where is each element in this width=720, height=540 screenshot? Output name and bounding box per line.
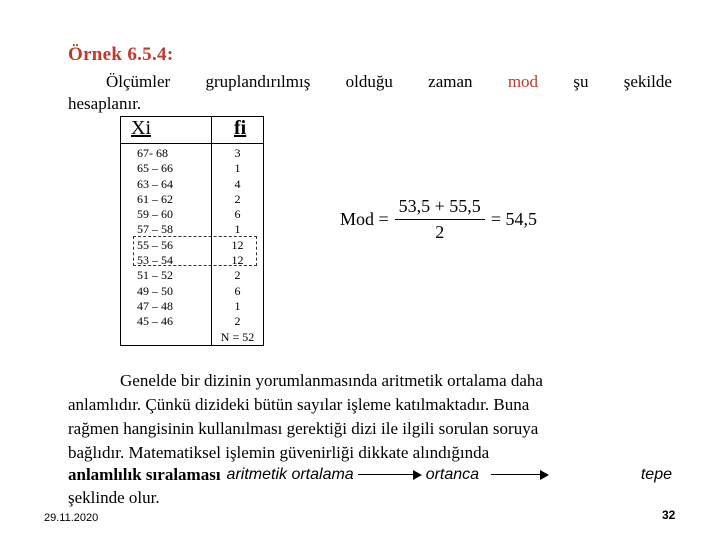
xi-cell: 57 – 58	[137, 222, 173, 237]
xi-cell: 67- 68	[137, 146, 168, 160]
intro-word: Ölçümler	[106, 72, 171, 91]
paragraph-line-1: Genelde bir dizinin yorumlanmasında aritmetik ortalama daha	[120, 371, 543, 390]
fi-cell: 6	[234, 207, 241, 222]
ranking-line	[68, 465, 672, 485]
formula-numerator: 53,5 + 55,5	[395, 196, 485, 220]
page-number: 32	[662, 508, 676, 522]
intro-line-2: hesaplanır.	[68, 94, 142, 113]
ranking-label: anlamlılık sıralaması	[68, 465, 221, 484]
intro-word: olduğu	[345, 72, 393, 91]
fi-cell: 2	[234, 268, 241, 283]
xi-cell: 61 – 62	[137, 191, 173, 206]
fi-cell: 4	[234, 176, 241, 191]
paragraph-line-2: anlamlıdır. Çünkü dizideki bütün sayılar işleme katılmaktadır. Buna	[68, 395, 530, 414]
fi-cell: 2	[234, 314, 241, 329]
xi-cell: 59 – 60	[137, 207, 173, 222]
arrow-icon	[491, 470, 549, 480]
formula-denominator: 2	[435, 222, 445, 242]
ranking-item-median: ortanca	[425, 466, 480, 483]
paragraph-line-4: bağlıdır. Matematiksel işlemin güvenirliği dikkate alındığında	[68, 443, 490, 462]
fi-cell: 1	[234, 161, 241, 176]
xi-cell: 47 – 48	[137, 298, 173, 313]
fi-cell: 3	[234, 146, 241, 160]
intro-word: şekilde	[623, 72, 672, 91]
formula-lhs: Mod =	[340, 209, 389, 229]
fi-cell: 1	[234, 222, 241, 237]
fi-cell: 6	[234, 283, 241, 298]
paragraph-line-6: şeklinde olur.	[68, 488, 160, 507]
xi-cell: 49 – 50	[137, 283, 173, 298]
xi-cell: 51 – 52	[137, 268, 173, 283]
ranking-item-mean: aritmetik ortalama	[226, 466, 354, 483]
modal-class-highlight	[133, 236, 257, 266]
xi-cell: 45 – 46	[137, 314, 173, 329]
intro-line-1	[106, 72, 672, 92]
xi-cell: 53 – 54	[137, 253, 173, 268]
intro-word: şu	[573, 72, 589, 91]
header-xi: Xi	[121, 117, 212, 144]
fi-cell: 12	[231, 237, 244, 252]
formula-result: = 54,5	[490, 209, 537, 229]
fi-cell: 2	[234, 191, 241, 206]
intro-word: zaman	[428, 72, 473, 91]
frequency-table	[120, 116, 264, 346]
xi-cell: 63 – 64	[137, 176, 173, 191]
ranking-item-mode: tepe	[640, 466, 672, 483]
intro-word: gruplandırılmış	[205, 72, 311, 91]
paragraph-line-3: rağmen hangisinin kullanılması gerektiği dizi ile ilgili sorulan soruya	[68, 419, 539, 438]
xi-cell: 65 – 66	[137, 161, 173, 176]
header-fi: fi	[212, 117, 264, 144]
xi-cell: 55 – 56	[137, 237, 173, 252]
fi-cell: 1	[234, 298, 241, 313]
slide-title: Örnek 6.5.4:	[68, 44, 174, 65]
total-count: N = 52	[220, 329, 255, 344]
fi-cell: 12	[231, 253, 244, 268]
intro-word-highlight: mod	[507, 72, 539, 91]
mode-formula	[340, 196, 537, 243]
formula-fraction	[395, 196, 485, 243]
footer-date: 29.11.2020	[44, 512, 99, 524]
arrow-icon	[358, 470, 422, 480]
